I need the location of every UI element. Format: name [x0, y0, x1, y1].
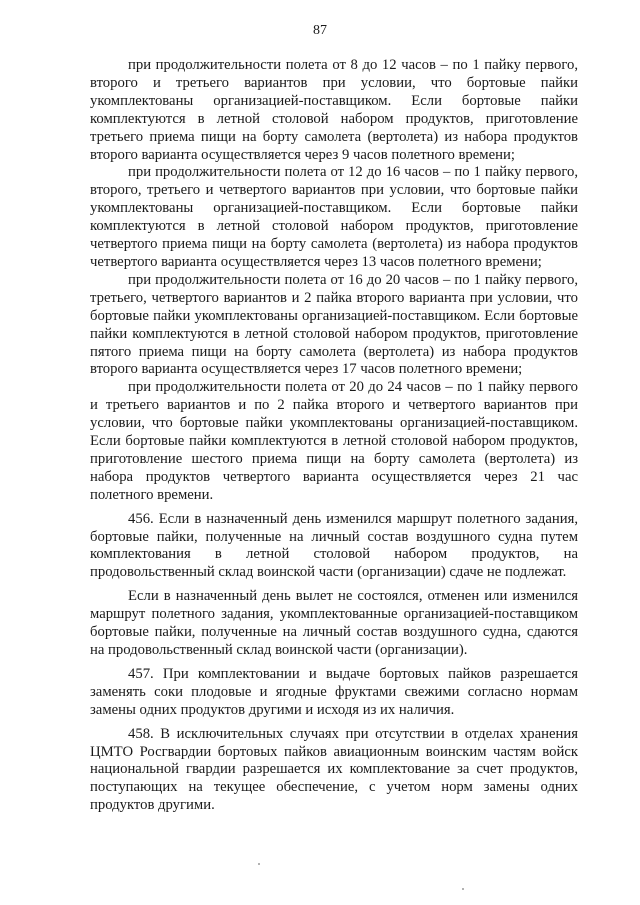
- paragraph-flight-12-16: при продолжительности полета от 12 до 16 часов – по 1 пайку первого, второго, третьего и четвертого вариантов при условии, что бортовые пайки укомплектованы организацией-поставщиком. Если бортовые пайки комплектуются в летной столовой набором продуктов, приготовление четвертого приема пищи на борту самолета (вертолета) из набора продуктов четвертого варианта осуществляется через 13 часов полетного времени;: [90, 164, 578, 270]
- paragraph-clause-456: 456. Если в назначенный день изменился маршрут полетного задания, бортовые пайки, полученные на личный состав воздушного судна путем комплектования в летной столовой набором продуктов, на продовольственный склад воинской части (организации) сдаче не подлежат.: [90, 510, 578, 581]
- page-number: 87: [313, 23, 327, 38]
- paragraph-flight-8-12: при продолжительности полета от 8 до 12 часов – по 1 пайку первого, второго и третьего вариантов при условии, что бортовые пайки укомплектованы организацией-поставщиком. Если бортовые пайки комплектуются в летной столовой набором продуктов, приготовление третьего приема пищи на борту самолета (вертолета) из набора продуктов второго варианта осуществляется через 9 часов полетного времени;: [90, 57, 578, 163]
- paragraph-clause-457: 457. При комплектовании и выдаче бортовых пайков разрешается заменять соки плодовые и ягодные фруктами свежими согласно нормам замены одних продуктов другими и исходя из их наличия.: [90, 665, 578, 718]
- paragraph-clause-456-cont: Если в назначенный день вылет не состоялся, отменен или изменился маршрут полетного задания, укомплектованные организацией-поставщиком бортовые пайки, полученные на личный состав воздушного судна, сдаются на продовольственный склад воинской части (организации).: [90, 588, 578, 658]
- scan-speck: [258, 863, 260, 865]
- scan-speck: [462, 888, 464, 890]
- paragraph-flight-16-20: при продолжительности полета от 16 до 20 часов – по 1 пайку первого, третьего, четвертого вариантов и 2 пайка второго варианта при условии, что бортовые пайки укомплектованы организацией-поставщиком. Если бортовые пайки комплектуются в летной столовой набором продуктов, приготовление пятого приема пищи на борту самолета (вертолета) из набора продуктов второго варианта осуществляется через 17 часов полетного времени;: [90, 271, 578, 378]
- document-body: [90, 57, 578, 821]
- paragraph-flight-20-24: при продолжительности полета от 20 до 24 часов – по 1 пайку первого и третьего вариантов и по 2 пайка второго и четвертого вариантов при условии, что бортовые пайки укомплектованы организацией-поставщиком. Если бортовые пайки комплектуются в летной столовой набором продуктов, приготовление шестого приема пищи на борту самолета (вертолета) из набора продуктов четвертого варианта осуществляется через 21 час полетного времени.: [90, 379, 578, 503]
- paragraph-clause-458: 458. В исключительных случаях при отсутствии в отделах хранения ЦМТО Росгвардии бортовых пайков авиационным воинским частям войск национальной гвардии разрешается их комплектование за счет продуктов, поступающих на текущее обеспечение, с учетом норм замены одних продуктов другими.: [90, 725, 578, 814]
